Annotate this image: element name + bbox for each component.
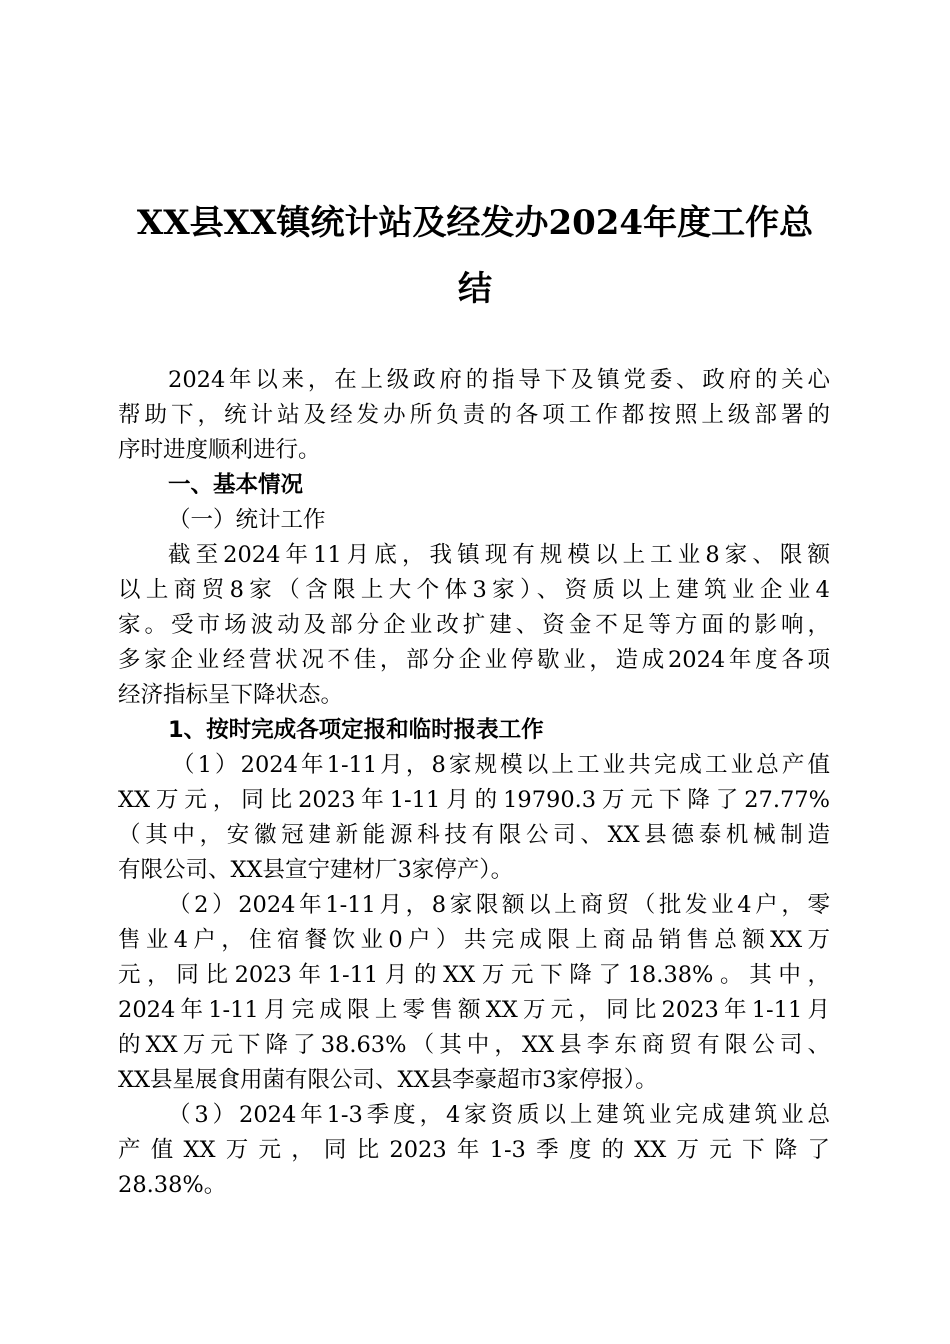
item-line: XX县星展食用菌有限公司、XX县李豪超市3家停报）。	[118, 1067, 658, 1093]
document-title-line-1: XX县XX镇统计站及经发办2024年度工作总	[136, 203, 814, 243]
section-heading-basic: 一、基本情况	[168, 472, 304, 498]
item-line: （2）2024年1-11月，8家限额以上商贸（批发业4户，零	[168, 892, 830, 918]
intro-line: 帮助下，统计站及经发办所负责的各项工作都按照上级部署的	[118, 402, 830, 428]
document-title-line-2: 结	[458, 269, 492, 309]
paragraph-line: 以上商贸8家（含限上大个体3家）、资质以上建筑业企业4	[118, 577, 830, 603]
item-line: （其中，安徽冠建新能源科技有限公司、XX县德泰机械制造	[118, 822, 830, 848]
item-line: 产值XX万元，同比2023年1-3季度的XX万元下降了	[118, 1137, 830, 1163]
item-line: （1）2024年1-11月，8家规模以上工业共完成工业总产值	[172, 752, 830, 778]
item-heading-reports: 1、按时完成各项定报和临时报表工作	[168, 717, 544, 743]
intro-line: 2024年以来，在上级政府的指导下及镇党委、政府的关心	[168, 367, 830, 393]
subsection-heading-statistics: （一）统计工作	[168, 507, 326, 533]
paragraph-line: 家。受市场波动及部分企业改扩建、资金不足等方面的影响，	[118, 612, 830, 638]
paragraph-line: 截至2024年11月底，我镇现有规模以上工业8家、限额	[168, 542, 830, 568]
item-line: 2024年1-11月完成限上零售额XX万元，同比2023年1-11月	[118, 997, 830, 1023]
item-line: 的XX万元下降了38.63%（其中，XX县李东商贸有限公司、	[118, 1032, 830, 1058]
paragraph-line: 多家企业经营状况不佳，部分企业停歇业，造成2024年度各项	[118, 647, 830, 673]
item-line: 有限公司、XX县宣宁建材厂3家停产）。	[118, 857, 514, 883]
item-line: 28.38%。	[118, 1172, 227, 1198]
item-line: XX万元，同比2023年1-11月的19790.3万元下降了27.77%	[118, 787, 830, 813]
item-line: （3）2024年1-3季度，4家资质以上建筑业完成建筑业总	[168, 1102, 830, 1128]
item-line: 元，同比2023年1-11月的XX万元下降了18.38%。其中，	[118, 962, 830, 988]
item-line: 售业4户，住宿餐饮业0户）共完成限上商品销售总额XX万	[118, 927, 830, 953]
intro-line: 序时进度顺利进行。	[118, 437, 321, 463]
paragraph-line: 经济指标呈下降状态。	[118, 682, 344, 708]
